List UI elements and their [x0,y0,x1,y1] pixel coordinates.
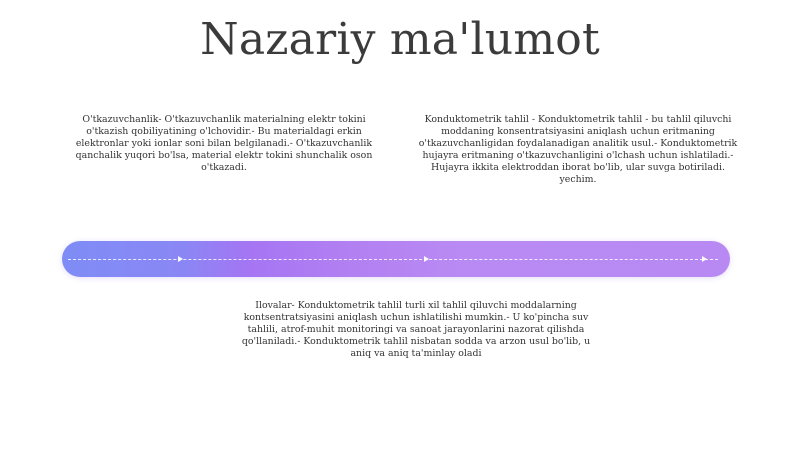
slide-title: Nazariy ma'lumot [200,14,600,65]
arrow-right-icon [178,256,183,262]
arrow-right-icon [424,256,429,262]
timeline-dashed-line [68,259,718,260]
text-block-applications: Ilovalar- Konduktometrik tahlil turli xil tahlil qiluvchi moddalarning kontsentratsiyasini aniqlash uchun ishlatilishi mumkin.- U ko'pincha suv tahlili, atrof-muhit monitoringi va sanoat jarayonlarini nazorat qilishda qo'llaniladi.- Konduktometrik tahlil nisbatan sodda va arzon usul bo'lib, u aniq va aniq ta'minlay oladi [241,300,591,359]
text-block-conductometric-analysis: Konduktometrik tahlil - Konduktometrik tahlil - bu tahlil qiluvchi moddaning konsentratsiyasini aniqlash uchun eritmaning o'tkazuvchanligidan foydalanadigan analitik usul.- Konduktometrik hujayra eritmaning o'tkazuvchanligini o'lchash uchun ishlatiladi.- Hujayra ikkita elektroddan iborat bo'lib, ular suvga botiriladi. yechim. [418,114,738,185]
text-block-conductivity: O'tkazuvchanlik- O'tkazuvchanlik materialning elektr tokini o'tkazish qobiliyatining o'lchovidir.- Bu materialdagi erkin elektronlar yoki ionlar soni bilan belgilanadi.- O'tkazuvchanlik qanchalik yuqori bo'lsa, material elektr tokini shunchalik oson o'tkazadi. [75,114,373,173]
timeline-bar [62,241,730,277]
arrow-right-icon [702,256,707,262]
